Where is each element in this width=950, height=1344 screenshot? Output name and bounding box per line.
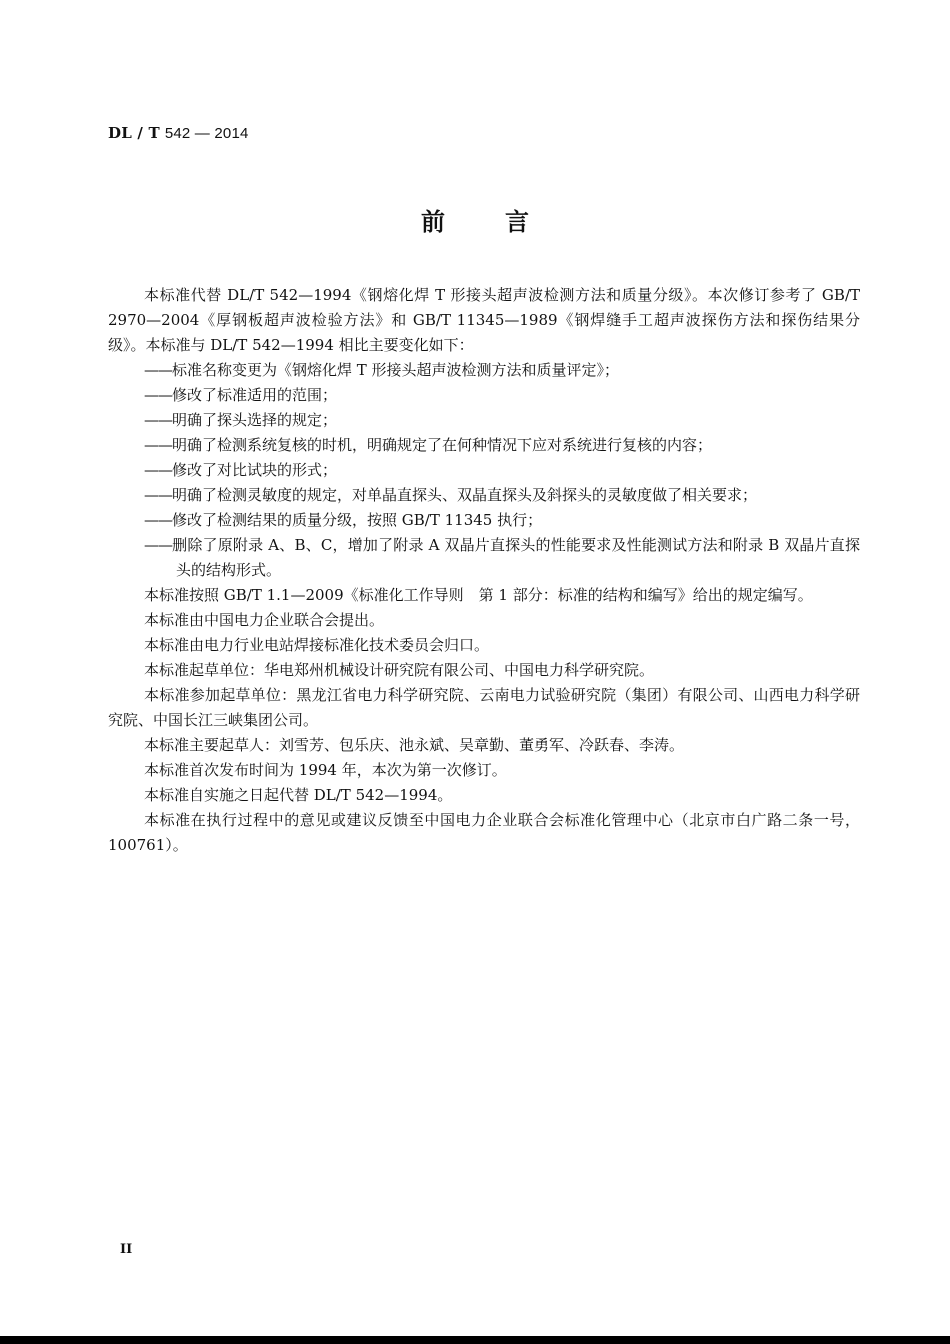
list-item-text: 明确了检测系统复核的时机，明确规定了在何种情况下应对系统进行复核的内容；	[172, 436, 713, 454]
list-item	[108, 533, 860, 583]
list-item	[108, 483, 860, 508]
feedback-paragraph: 本标准在执行过程中的意见或建议反馈至中国电力企业联合会标准化管理中心（北京市白广路二条一号，100761）。	[108, 811, 860, 854]
list-item-text: 修改了对比试块的形式；	[172, 461, 338, 479]
intro-paragraph: 本标准代替 DL/T 542—1994《钢熔化焊 T 形接头超声波检测方法和质量分级》。本次修订参考了 GB/T 2970—2004《厚钢板超声波检验方法》和 GB/T 11345—1989《钢焊缝手工超声波探伤方法和探伤结果分级》。本标准与 DL/T 542—1994 相比主要变化如下：	[108, 286, 860, 354]
list-item	[108, 458, 860, 483]
dash-marker: ——	[144, 411, 172, 429]
page-number: II	[120, 1242, 133, 1257]
standard-code-prefix: DL / T	[108, 124, 160, 142]
dash-marker: ——	[144, 486, 172, 504]
standard-code-number: 542 — 2014	[164, 125, 249, 142]
standard-code	[108, 124, 249, 142]
list-item	[108, 508, 860, 533]
committee-paragraph: 本标准由电力行业电站焊接标准化技术委员会归口。	[144, 636, 490, 654]
dash-marker: ——	[144, 386, 172, 404]
drafters-paragraph: 本标准主要起草人：刘雪芳、包乐庆、池永斌、吴章勤、董勇军、冷跃春、李涛。	[144, 736, 685, 754]
drafting-unit-paragraph: 本标准起草单位：华电郑州机械设计研究院有限公司、中国电力科学研究院。	[144, 661, 655, 679]
bottom-border	[0, 1336, 950, 1344]
first-release-paragraph: 本标准首次发布时间为 1994 年，本次为第一次修订。	[144, 761, 507, 779]
list-item-text: 明确了检测灵敏度的规定，对单晶直探头、双晶直探头及斜探头的灵敏度做了相关要求；	[172, 486, 758, 504]
page-title: 前言	[421, 207, 589, 236]
dash-marker: ——	[144, 461, 172, 479]
list-item-text: 修改了检测结果的质量分级，按照 GB/T 11345 执行；	[172, 511, 543, 529]
dash-marker: ——	[144, 361, 172, 379]
participating-units-paragraph: 本标准参加起草单位：黑龙江省电力科学研究院、云南电力试验研究院（集团）有限公司、山西电力科学研究院、中国长江三峡集团公司。	[108, 686, 860, 729]
list-item-text: 标准名称变更为《钢熔化焊 T 形接头超声波检测方法和质量评定》；	[172, 361, 620, 379]
list-item-text: 修改了标准适用的范围；	[172, 386, 338, 404]
list-item	[108, 358, 860, 383]
list-item	[108, 383, 860, 408]
list-item-text: 删除了原附录 A、B、C，增加了附录 A 双晶片直探头的性能要求及性能测试方法和附录 B 双晶片直探头的结构形式。	[172, 536, 860, 579]
proposer-paragraph: 本标准由中国电力企业联合会提出。	[144, 611, 385, 629]
list-item	[108, 408, 860, 433]
dash-marker: ——	[144, 511, 172, 529]
list-item-text: 明确了探头选择的规定；	[172, 411, 338, 429]
dash-marker: ——	[144, 436, 172, 454]
dash-marker: ——	[144, 536, 172, 554]
drafting-rules-paragraph: 本标准按照 GB/T 1.1—2009《标准化工作导则 第 1 部分：标准的结构和编写》给出的规定编写。	[144, 586, 813, 604]
list-item	[108, 433, 860, 458]
document-body	[108, 283, 860, 858]
replacement-paragraph: 本标准自实施之日起代替 DL/T 542—1994。	[144, 786, 453, 804]
